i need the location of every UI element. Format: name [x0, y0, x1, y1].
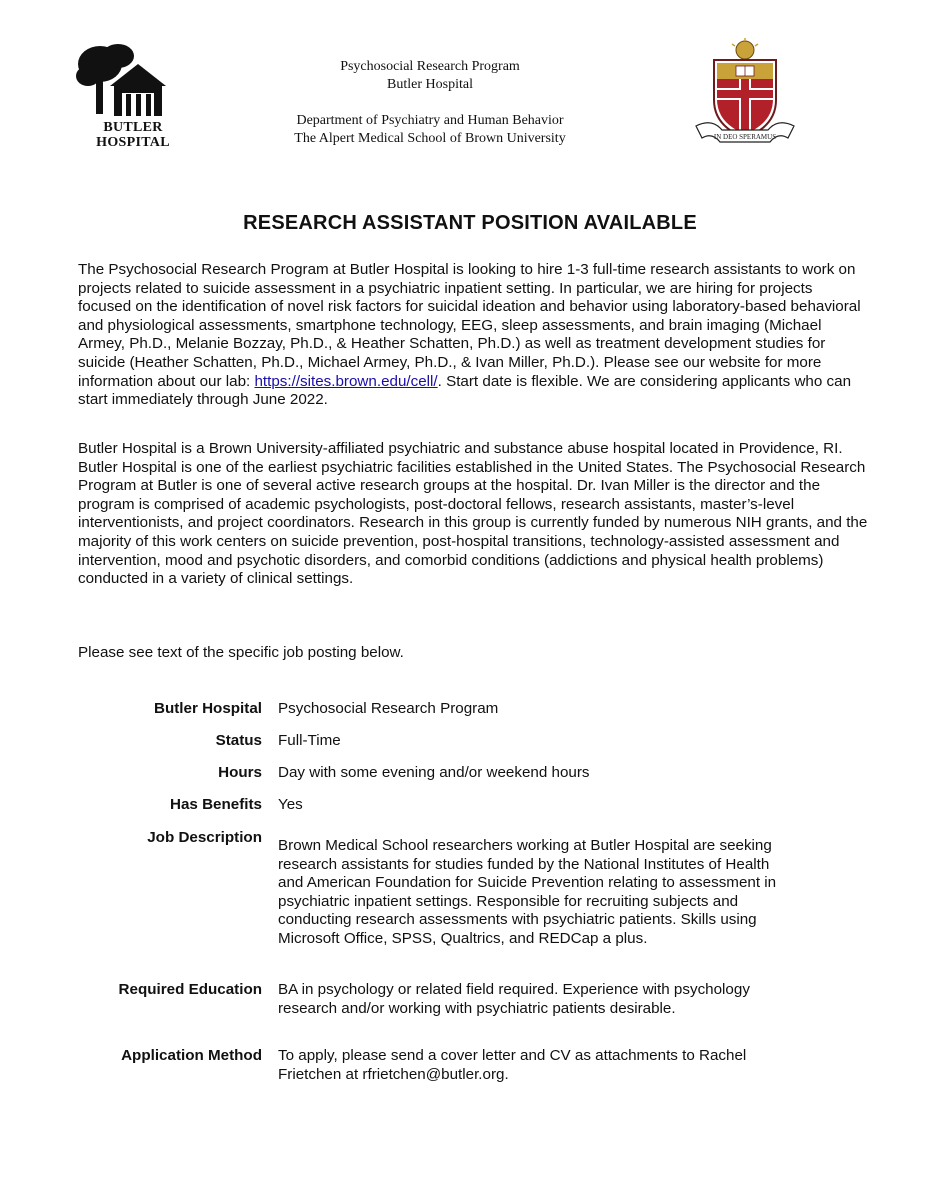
header-program: Psychosocial Research Program [340, 59, 520, 74]
job-label: Butler Hospital [153, 700, 262, 717]
header-department: Department of Psychiatry and Human Behavior [296, 113, 564, 128]
job-label: Application Method [121, 1047, 262, 1064]
tree-house-icon [70, 42, 180, 122]
hospital-paragraph: Butler Hospital is a Brown University-affiliated psychiatric and substance abuse hospital located in Providence, RI. Butler Hospital is one of the earliest psychiatric facilities established in the United States. The Psychosocial Research Program at Butler is one of several active research groups at the hospital. Dr. Ivan Miller is the director and the program is comprised of academic psychologists, post-doctoral fellows, research assistants, master’s-level interventionists, and project coordinators. Research in this group is currently funded by numerous NIH grants, and the majority of this work centers on suicide prevention, post-hospital transitions, technology-assisted assessment and intervention, mood and psychotic disorders, and comorbid conditions (addictions and physical health problems) conducted in a variety of clinical settings. [78, 440, 868, 588]
job-label: Required Education [118, 981, 262, 998]
job-value: Psychosocial Research Program [278, 700, 499, 717]
header-school: The Alpert Medical School of Brown University [294, 131, 566, 146]
job-value: Yes [278, 796, 303, 813]
job-label: Job Description [147, 829, 262, 846]
letterhead [250, 58, 610, 148]
intro-text: The Psychosocial Research Program at Butler Hospital is looking to hire 1-3 full-time research assistants to work on projects related to suicide assessment in a psychiatric inpatient setting. In particular, we are hiring for projects focused on the identification of novel risk factors for suicidal ideation and behavior using laboratory-based behavioral and physiological assessments, smartphone technology, EEG, sleep assessments, and brain imaging (Michael Armey, Ph.D., Melanie Bozzay, Ph.D., & Heather Schatten, Ph.D.) as well as treatment development studies for suicide (Heather Schatten, Ph.D., Michael Armey, Ph.D., & Ivan Miller, Ph.D.). Please see our website for more information about our lab: [78, 261, 861, 390]
crest-motto: IN DEO SPERAMUS [713, 133, 777, 141]
butler-hospital-logo [70, 42, 180, 157]
job-label: Hours [218, 764, 262, 781]
job-value: Full-Time [278, 732, 341, 749]
intro-paragraph [78, 261, 868, 410]
job-value: Brown Medical School researchers working at Butler Hospital are seeking research assistants for studies funded by the National Institutes of Health and American Foundation for Suicide Prevention relating to assessment in psychiatric inpatient settings. Responsible for recruiting subjects and conducting research assessments with psychiatric patients. Skills using Microsoft Office, SPSS, Qualtrics, and REDCap a plus. [278, 837, 777, 947]
intro-text-end: . Start date is flexible. We are considering applicants who can start immediately through June 2022. [78, 372, 852, 409]
job-label: Status [215, 732, 262, 749]
job-value: BA in psychology or related field required. Experience with psychology research and/or working with psychiatric patients desirable. [278, 981, 750, 1017]
lab-website-link[interactable]: https://sites.brown.edu/cell/ [254, 372, 438, 390]
posting-note: Please see text of the specific job posting below. [78, 644, 404, 661]
brown-university-crest [692, 38, 798, 150]
job-value: Day with some evening and/or weekend hours [278, 764, 590, 781]
job-value: To apply, please send a cover letter and CV as attachments to Rachel Frietchen at rfrietchen@butler.org. [278, 1047, 747, 1083]
page-title: RESEARCH ASSISTANT POSITION AVAILABLE [243, 212, 697, 234]
crest-icon [692, 38, 798, 150]
header-hospital: Butler Hospital [387, 77, 473, 92]
logo-line-2: HOSPITAL [96, 135, 170, 150]
logo-line-1: BUTLER [103, 120, 163, 135]
logo-wordmark [88, 120, 178, 150]
job-label: Has Benefits [169, 796, 262, 813]
